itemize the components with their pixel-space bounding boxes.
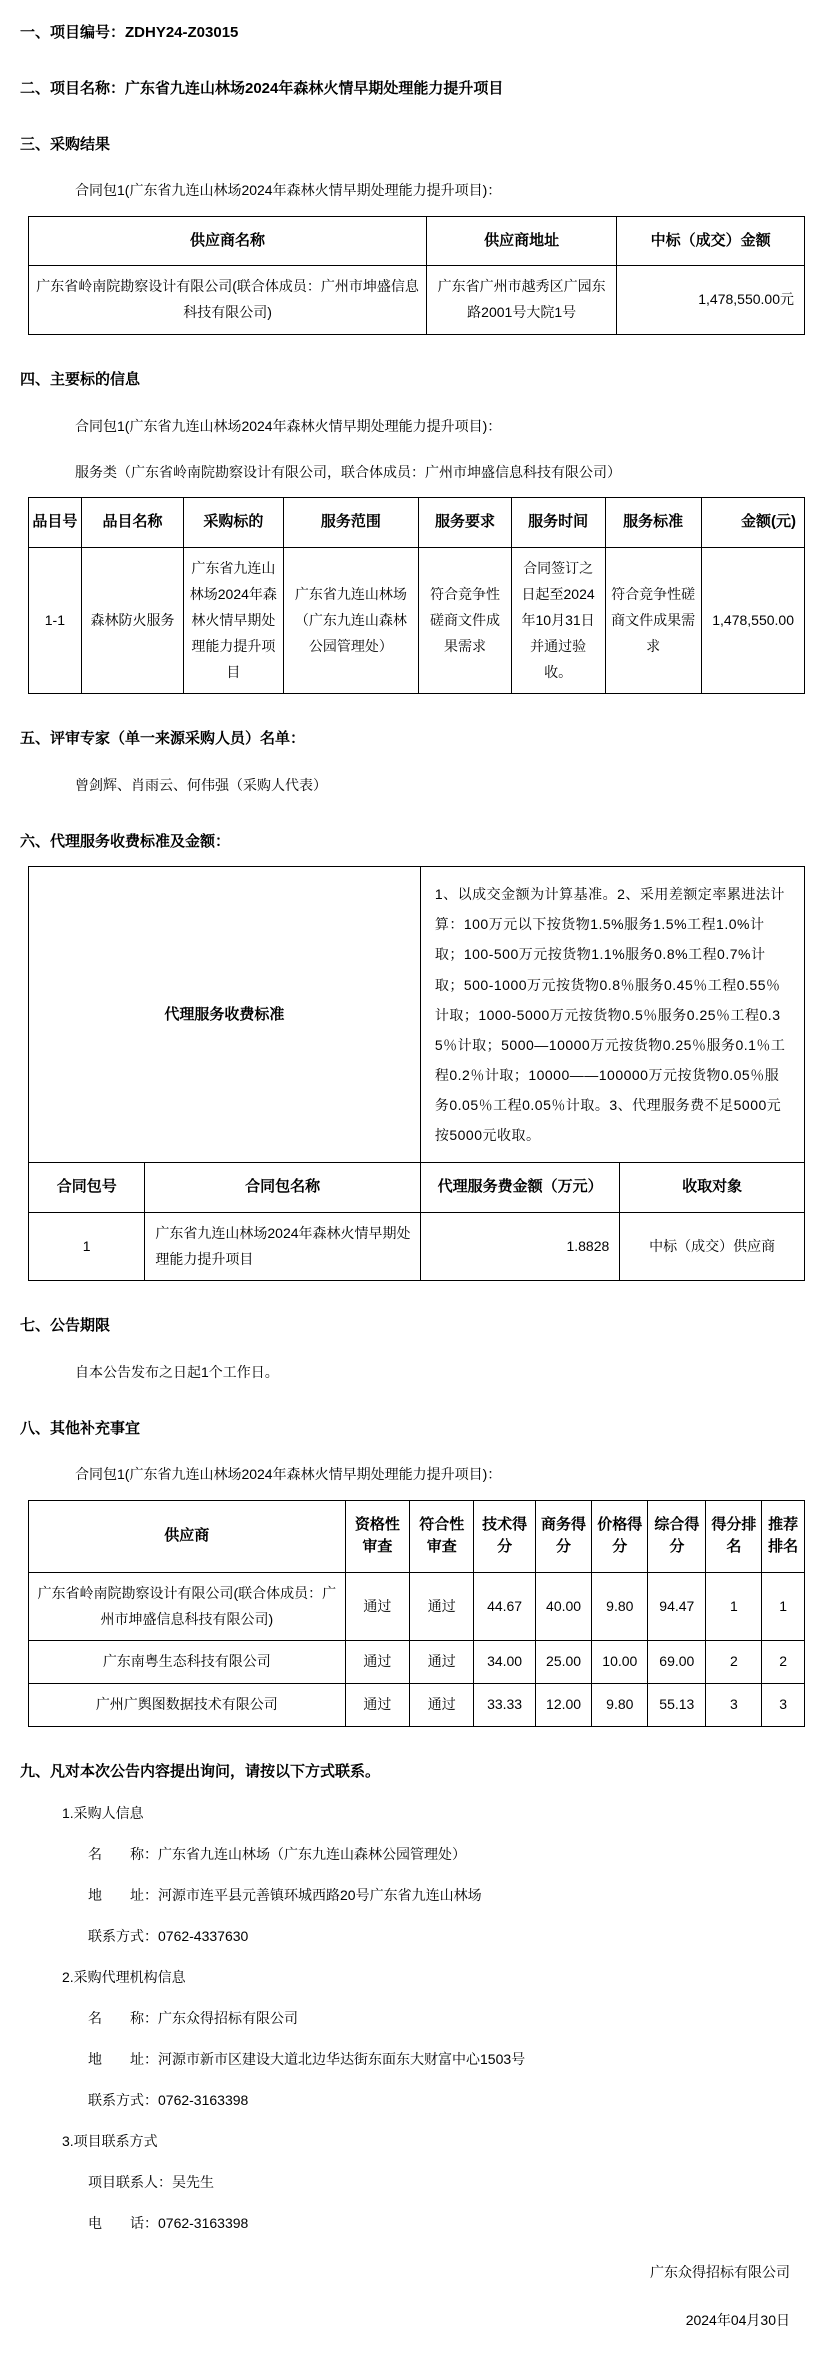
score-score-rank: 3 xyxy=(706,1684,762,1727)
score-table-row xyxy=(29,1572,805,1641)
score-score-rank: 1 xyxy=(706,1572,762,1641)
score-qualification: 通过 xyxy=(345,1684,409,1727)
score-supplier: 广东省岭南院勘察设计有限公司(联合体成员：广州市坤盛信息科技有限公司) xyxy=(29,1572,346,1641)
subject-package-line: 合同包1(广东省九连山林场2024年森林火情早期处理能力提升项目)： xyxy=(75,417,502,434)
subject-table-header-row xyxy=(29,498,805,548)
experts-names: 曾剑辉、肖雨云、何伟强（采购人代表） xyxy=(75,777,327,794)
buyer-contact: 联系方式：0762-4337630 xyxy=(88,1928,249,1945)
subject-table-row xyxy=(29,547,805,693)
subject-amount: 1,478,550.00 xyxy=(701,547,804,693)
fee-header-package-name: 合同包名称 xyxy=(145,1163,420,1213)
score-conformity: 通过 xyxy=(410,1641,474,1684)
subject-standard: 符合竞争性磋商文件成果需求 xyxy=(605,547,701,693)
project-contact-heading: 3.项目联系方式 xyxy=(62,2133,158,2150)
score-business: 40.00 xyxy=(535,1572,592,1641)
score-header-conformity: 符合性审查 xyxy=(410,1500,474,1572)
subject-item-name: 森林防火服务 xyxy=(81,547,183,693)
fee-package-name: 广东省九连山林场2024年森林火情早期处理能力提升项目 xyxy=(145,1212,420,1281)
score-table-row xyxy=(29,1684,805,1727)
score-header-qualification: 资格性审查 xyxy=(345,1500,409,1572)
score-table xyxy=(28,1500,805,1728)
fee-standard-row xyxy=(29,867,805,1163)
result-supplier-address: 广东省广州市越秀区广园东路2001号大院1号 xyxy=(427,266,617,335)
score-technical: 33.33 xyxy=(474,1684,535,1727)
subject-header-scope: 服务范围 xyxy=(283,498,419,548)
result-table-wrap xyxy=(28,216,805,335)
agency-info-heading: 2.采购代理机构信息 xyxy=(62,1969,186,1986)
fee-header-fee-amount: 代理服务费金额（万元） xyxy=(420,1163,619,1213)
score-table-header-row xyxy=(29,1500,805,1572)
subject-header-item-name: 品目名称 xyxy=(81,498,183,548)
score-table-wrap xyxy=(28,1500,805,1728)
subject-header-amount: 金额(元) xyxy=(701,498,804,548)
section-project-name: 二、项目名称：广东省九连山林场2024年森林火情早期处理能力提升项目 xyxy=(20,79,504,97)
fee-package-no: 1 xyxy=(29,1212,145,1281)
score-business: 12.00 xyxy=(535,1684,592,1727)
fee-amount: 1.8828 xyxy=(420,1212,619,1281)
score-supplier: 广州广舆图数据技术有限公司 xyxy=(29,1684,346,1727)
score-header-recommend-rank: 推荐排名 xyxy=(762,1500,805,1572)
score-header-score-rank: 得分排名 xyxy=(706,1500,762,1572)
score-price: 10.00 xyxy=(592,1641,648,1684)
subject-header-target: 采购标的 xyxy=(184,498,283,548)
result-header-supplier-address: 供应商地址 xyxy=(427,216,617,266)
footer-date: 2024年04月30日 xyxy=(685,2312,790,2329)
score-supplier: 广东南粤生态科技有限公司 xyxy=(29,1641,346,1684)
score-price: 9.80 xyxy=(592,1684,648,1727)
result-table-row xyxy=(29,266,805,335)
section-experts-title: 五、评审专家（单一来源采购人员）名单： xyxy=(20,730,306,748)
fee-header-payer: 收取对象 xyxy=(620,1163,805,1213)
result-table-header-row xyxy=(29,216,805,266)
agency-fee-table-wrap xyxy=(28,866,805,1281)
fee-standard-text: 1、以成交金额为计算基准。2、采用差额定率累进法计算：100万元以下按货物1.5%服务1.5%工程1.0%计取；100-500万元按货物1.1%服务0.8%工程0.7%计取；500-1000万元按货物0.8％服务0.45％工程0.55％计取；1000-5000万元按货物0.5％服务0.25％工程0.35％计取；5000—10000万元按货物0.25％服务0.1％工程0.2％计取；10000——100000万元按货物0.05％服务0.05％工程0.05％计取。3、代理服务费不足5000元按5000元收取。 xyxy=(420,867,804,1163)
section-project-number: 一、项目编号：ZDHY24-Z03015 xyxy=(20,24,239,41)
score-score-rank: 2 xyxy=(706,1641,762,1684)
project-contact-person: 项目联系人：吴先生 xyxy=(88,2174,214,2191)
score-price: 9.80 xyxy=(592,1572,648,1641)
section-agency-fee-title: 六、代理服务收费标准及金额： xyxy=(20,832,231,850)
fee-payer: 中标（成交）供应商 xyxy=(620,1212,805,1281)
fee-table-row xyxy=(29,1212,805,1281)
score-recommend-rank: 1 xyxy=(762,1572,805,1641)
score-total: 69.00 xyxy=(648,1641,706,1684)
subject-target: 广东省九连山林场2024年森林火情早期处理能力提升项目 xyxy=(184,547,283,693)
score-conformity: 通过 xyxy=(410,1684,474,1727)
notice-period-text: 自本公告发布之日起1个工作日。 xyxy=(75,1364,279,1381)
score-header-technical: 技术得分 xyxy=(474,1500,535,1572)
subject-item-no: 1-1 xyxy=(29,547,82,693)
supplementary-package-line: 合同包1(广东省九连山林场2024年森林火情早期处理能力提升项目)： xyxy=(75,1466,502,1483)
score-recommend-rank: 2 xyxy=(762,1641,805,1684)
project-contact-phone: 电 话：0762-3163398 xyxy=(88,2215,249,2232)
section-supplementary-title: 八、其他补充事宜 xyxy=(20,1419,141,1437)
buyer-address: 地 址：河源市连平县元善镇环城西路20号广东省九连山林场 xyxy=(88,1887,482,1904)
footer-company: 广东众得招标有限公司 xyxy=(650,2264,790,2281)
result-table xyxy=(28,216,805,335)
agency-address: 地 址：河源市新市区建设大道北边华达街东面东大财富中心1503号 xyxy=(88,2051,526,2068)
result-package-line: 合同包1(广东省九连山林场2024年森林火情早期处理能力提升项目)： xyxy=(75,182,502,199)
fee-table-header-row xyxy=(29,1163,805,1213)
score-total: 94.47 xyxy=(648,1572,706,1641)
result-award-amount: 1,478,550.00元 xyxy=(617,266,805,335)
subject-category-line: 服务类（广东省岭南院勘察设计有限公司，联合体成员：广州市坤盛信息科技有限公司） xyxy=(75,464,621,481)
section-notice-period-title: 七、公告期限 xyxy=(20,1317,111,1335)
result-header-supplier-name: 供应商名称 xyxy=(29,216,427,266)
score-header-business: 商务得分 xyxy=(535,1500,592,1572)
score-table-row xyxy=(29,1641,805,1684)
score-qualification: 通过 xyxy=(345,1641,409,1684)
result-supplier-name: 广东省岭南院勘察设计有限公司(联合体成员：广州市坤盛信息科技有限公司) xyxy=(29,266,427,335)
result-header-award-amount: 中标（成交）金额 xyxy=(617,216,805,266)
agency-fee-table xyxy=(28,866,805,1281)
score-conformity: 通过 xyxy=(410,1572,474,1641)
fee-header-package-no: 合同包号 xyxy=(29,1163,145,1213)
section-subject-info-title: 四、主要标的信息 xyxy=(20,370,141,388)
subject-requirement: 符合竞争性磋商文件成果需求 xyxy=(419,547,511,693)
score-technical: 34.00 xyxy=(474,1641,535,1684)
score-header-total: 综合得分 xyxy=(648,1500,706,1572)
score-total: 55.13 xyxy=(648,1684,706,1727)
score-technical: 44.67 xyxy=(474,1572,535,1641)
score-qualification: 通过 xyxy=(345,1572,409,1641)
section-procurement-result-title: 三、采购结果 xyxy=(20,135,111,153)
subject-scope: 广东省九连山林场（广东九连山森林公园管理处） xyxy=(283,547,419,693)
subject-table-wrap xyxy=(28,497,805,694)
buyer-name: 名 称：广东省九连山林场（广东九连山森林公园管理处） xyxy=(88,1846,466,1863)
section-contact-title: 九、凡对本次公告内容提出询问，请按以下方式联系。 xyxy=(20,1763,381,1781)
fee-standard-label: 代理服务收费标准 xyxy=(29,867,421,1163)
score-header-supplier: 供应商 xyxy=(29,1500,346,1572)
agency-name: 名 称：广东众得招标有限公司 xyxy=(88,2010,298,2027)
buyer-info-heading: 1.采购人信息 xyxy=(62,1805,144,1822)
subject-header-requirement: 服务要求 xyxy=(419,498,511,548)
subject-table xyxy=(28,497,805,694)
subject-header-standard: 服务标准 xyxy=(605,498,701,548)
score-business: 25.00 xyxy=(535,1641,592,1684)
agency-contact: 联系方式：0762-3163398 xyxy=(88,2092,249,2109)
subject-header-time: 服务时间 xyxy=(511,498,605,548)
subject-time: 合同签订之日起至2024年10月31日并通过验收。 xyxy=(511,547,605,693)
subject-header-item-no: 品目号 xyxy=(29,498,82,548)
score-header-price: 价格得分 xyxy=(592,1500,648,1572)
score-recommend-rank: 3 xyxy=(762,1684,805,1727)
